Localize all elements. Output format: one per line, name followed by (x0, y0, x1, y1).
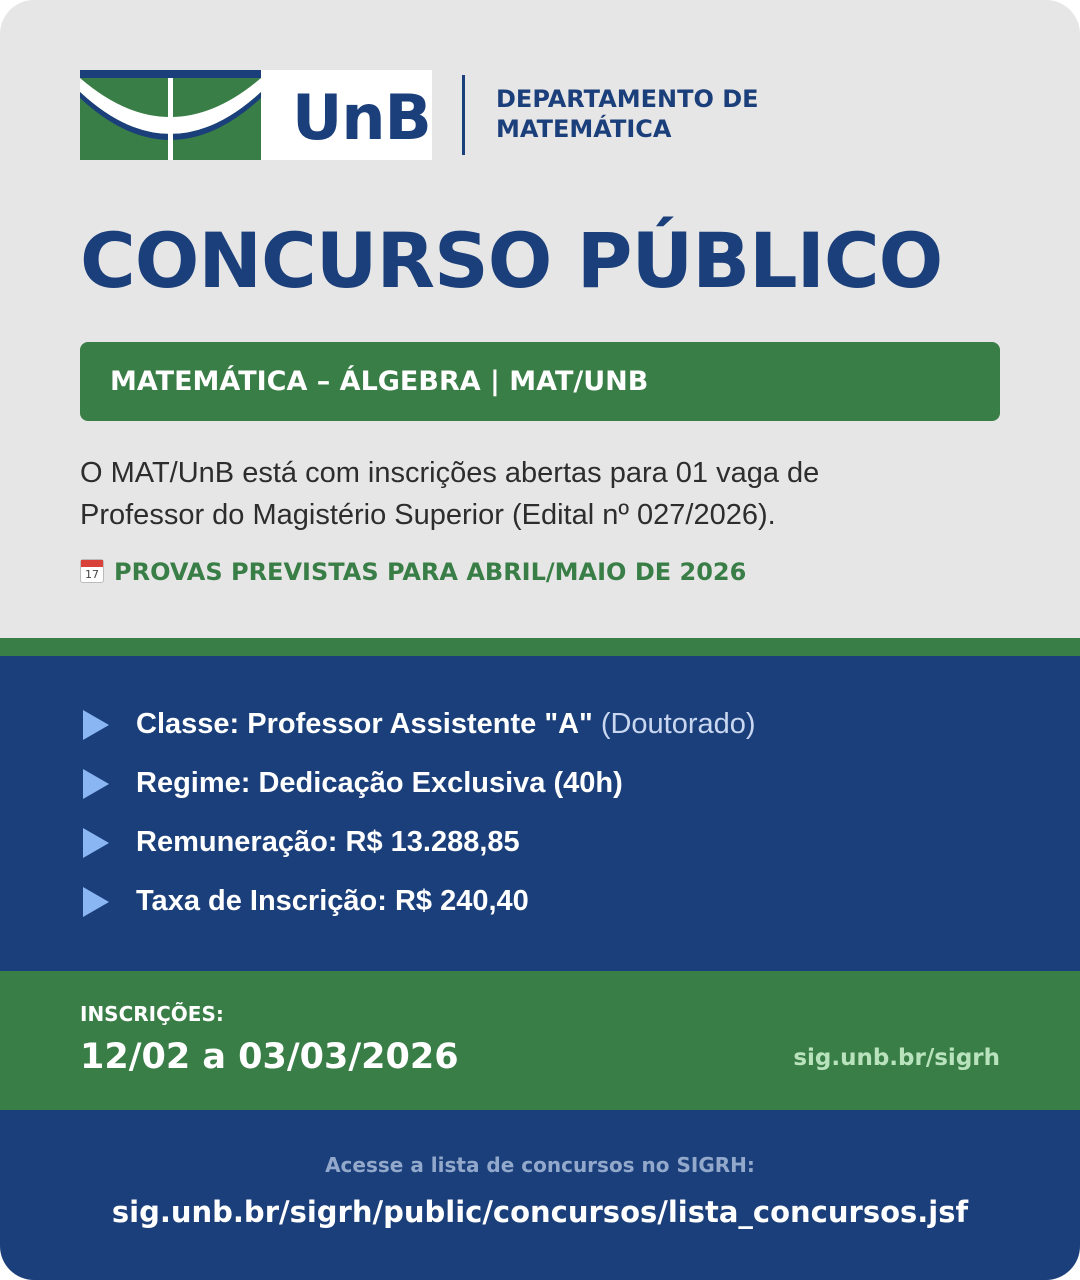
detail-class-label: Classe: Professor Assistente "A" (136, 708, 593, 740)
department-line-2: MATEMÁTICA (496, 115, 672, 143)
calendar-icon (80, 559, 104, 583)
registration-section (0, 971, 1080, 1110)
play-arrow-icon (83, 828, 109, 858)
details-section (0, 656, 1080, 971)
detail-salary-label: Remuneração: R$ 13.288,85 (136, 826, 520, 858)
logo-wordmark: UnB (292, 81, 431, 154)
subject-text: MATEMÁTICA – ÁLGEBRA | MAT/UNB (110, 366, 649, 397)
department-line-1: DEPARTAMENTO DE (496, 85, 759, 113)
calendar-day: 17 (85, 568, 99, 581)
unb-logo (80, 70, 432, 160)
exam-text: PROVAS PREVISTAS PARA ABRIL/MAIO DE 2026 (114, 558, 747, 586)
header-divider (462, 75, 465, 155)
department-name (496, 84, 759, 144)
unb-emblem-icon (80, 70, 261, 160)
registration-dates: 12/02 a 03/03/2026 (80, 1037, 459, 1077)
detail-regime-label: Regime: Dedicação Exclusiva (40h) (136, 767, 623, 799)
subject-banner (80, 342, 1000, 421)
registration-label: INSCRIÇÕES: (80, 1002, 224, 1026)
page-title: CONCURSO PÚBLICO (80, 216, 943, 305)
detail-fee-label: Taxa de Inscrição: R$ 240,40 (136, 885, 529, 917)
play-arrow-icon (83, 887, 109, 917)
footer-label: Acesse a lista de concursos no SIGRH: (325, 1153, 755, 1177)
play-arrow-icon (83, 769, 109, 799)
exam-notice (80, 556, 746, 588)
footer-link[interactable]: sig.unb.br/sigrh/public/concursos/lista_concursos.jsf (111, 1195, 969, 1229)
description (80, 452, 1010, 536)
description-line-2: Professor do Magistério Superior (Edital nº 027/2026). (80, 499, 776, 531)
footer-section (0, 1110, 1080, 1280)
play-arrow-icon (83, 710, 109, 740)
section-divider-stripe (0, 638, 1080, 656)
registration-link[interactable]: sig.unb.br/sigrh (793, 1045, 1000, 1071)
description-line-1: O MAT/UnB está com inscrições abertas para 01 vaga de (80, 457, 820, 489)
detail-class-note: (Doutorado) (600, 708, 756, 740)
